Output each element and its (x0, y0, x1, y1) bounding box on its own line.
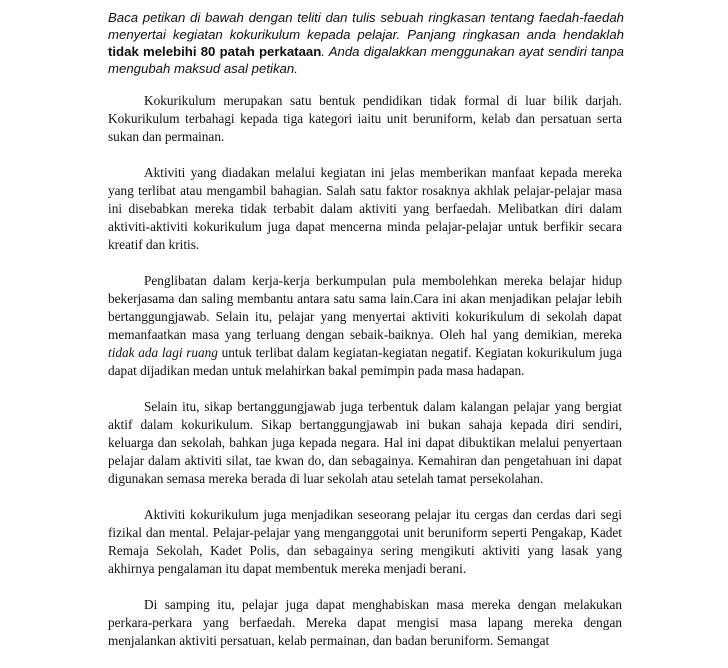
passage-paragraph-6: Di samping itu, pelajar juga dapat menghabiskan masa mereka dengan melakukan perkara-perkara yang berfaedah. Mereka dapat mengisi masa lapang mereka dengan menjalankan aktiviti persatuan, kelab permainan, dan badan beruniform. Semangat (108, 597, 622, 648)
passage-paragraph-1: Kokurikulum merupakan satu bentuk pendidikan tidak formal di luar bilik darjah. Kokurikulum terbahagi kepada tiga kategori iaitu unit beruniform, kelab dan persatuan serta sukan dan permainan. (108, 93, 622, 144)
passage (108, 92, 622, 668)
instruction-part-1: Baca petikan di bawah dengan teliti dan tulis sebuah ringkasan tentang faedah-faedah menyertai kegiatan kokurikulum kepada pelajar. Panjang ringkasan anda hendaklah (108, 10, 624, 42)
passage-paragraph-2: Aktiviti yang diadakan melalui kegiatan ini jelas memberikan manfaat kepada mereka yang terlibat atau mengambil bahagian. Salah satu faktor rosaknya akhlak pelajar-pelajar masa ini disebabkan mereka tidak terbabit dalam aktiviti yang berfaedah. Melibatkan diri dalam aktiviti-aktiviti kokurikulum juga dapat mencerna minda pelajar-pelajar untuk berfikir secara kreatif dan kritis. (108, 165, 622, 252)
passage-paragraph-4: Selain itu, sikap bertanggungjawab juga terbentuk dalam kalangan pelajar yang bergiat aktif dalam kokurikulum. Sikap bertanggungjawab ini bukan sahaja kepada diri sendiri, keluarga dan sekolah, bahkan juga kepada negara. Hal ini dapat dibuktikan melalui penyertaan pelajar dalam aktiviti silat, tae kwan do, dan sebagainya. Kemahiran dan pengetahuan ini dapat digunakan semasa mereka berada di luar sekolah atau setelah tamat persekolahan. (108, 399, 622, 486)
instruction-text (108, 9, 624, 77)
passage-paragraph-3-part-2: untuk terlibat dalam kegiatan-kegiatan negatif. Kegiatan kokurikulum juga dapat dijadikan medan untuk melahirkan bakal pemimpin pada masa hadapan. (108, 345, 622, 378)
instruction-word-limit: tidak melebihi 80 patah perkataan (108, 44, 322, 59)
passage-paragraph-5: Aktiviti kokurikulum juga menjadikan seseorang pelajar itu cergas dan cerdas dari segi fizikal dan mental. Pelajar-pelajar yang menganggotai unit beruniform seperti Pengakap, Kadet Remaja Sekolah, Kadet Polis, dan sebagainya sering mengikuti aktiviti yang lasak yang akhirnya pengalaman itu dapat membentuk mereka menjadi berani. (108, 507, 622, 576)
passage-paragraph-3-italic: tidak ada lagi ruang (108, 345, 218, 360)
instruction-part-2: . Anda digalakkan menggunakan ayat sendiri tanpa mengubah maksud asal petikan. (108, 44, 624, 76)
passage-paragraph-3-part-1: Penglibatan dalam kerja-kerja berkumpulan pula membolehkan mereka belajar hidup bekerjasama dan saling membantu antara satu sama lain.Cara ini akan menjadikan pelajar lebih bertanggungjawab. Selain itu, pelajar yang menyertai aktiviti kokurikulum di sekolah dapat memanfaatkan masa yang terluang dengan sebaik-baiknya. Oleh hal yang demikian, mereka (108, 273, 622, 342)
passage-paragraph-3 (108, 272, 622, 380)
